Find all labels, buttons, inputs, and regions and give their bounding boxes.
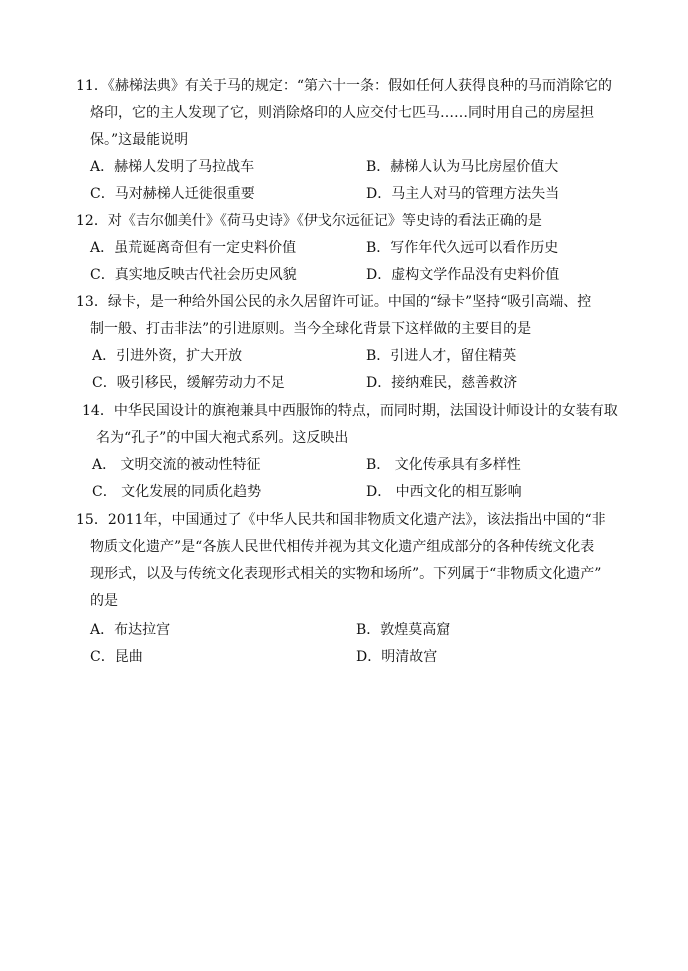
- question-14-option-b: B． 文化传承具有多样性: [366, 457, 521, 473]
- question-12-option-a: A．虽荒诞离奇但有一定史料价值: [90, 240, 297, 256]
- question-15-option-d: D．明清故宫: [356, 649, 438, 665]
- question-15-stem-line-2: 物质文化遗产”是“各族人民世代相传并视为其文化遗产组成部分的各种传统文化表: [90, 539, 595, 555]
- question-14-option-a: A． 文明交流的被动性特征: [92, 457, 261, 473]
- question-14-option-c: C． 文化发展的同质化趋势: [92, 484, 262, 500]
- question-15-stem-line-1: 15．2011年，中国通过了《中华人民共和国非物质文化遗产法》，该法指出中国的“非: [76, 512, 606, 528]
- question-11-option-b: B．赫梯人认为马比房屋价值大: [366, 159, 559, 175]
- question-14-option-d: D． 中西文化的相互影响: [366, 484, 522, 500]
- question-13-option-a: A．引进外资，扩大开放: [92, 348, 243, 364]
- question-15-option-c: C．昆曲: [90, 649, 143, 665]
- question-11-stem-line-2: 烙印，它的主人发现了它，则消除烙印的人应交付七匹马……同时用自己的房屋担: [90, 105, 594, 121]
- question-11-option-c: C．马对赫梯人迁徙很重要: [90, 186, 255, 202]
- question-15-stem-line-4: 的是: [90, 593, 118, 609]
- question-12-option-c: C．真实地反映古代社会历史风貌: [90, 267, 297, 283]
- question-12-option-d: D．虚构文学作品没有史料价值: [366, 267, 560, 283]
- question-11-option-d: D．马主人对马的管理方法失当: [366, 186, 560, 202]
- question-12-option-b: B．写作年代久远可以看作历史: [366, 240, 559, 256]
- question-11-stem-line-3: 保。”这最能说明: [90, 132, 189, 148]
- question-15-stem-line-3: 现形式，以及与传统文化表现形式相关的实物和场所”。下列属于“非物质文化遗产”: [90, 566, 602, 582]
- question-12-stem-line-1: 12．对《吉尔伽美什》《荷马史诗》《伊戈尔远征记》等史诗的看法正确的是: [76, 213, 542, 229]
- question-14-stem-line-1: 14．中华民国设计的旗袍兼具中西服饰的特点，而同时期，法国设计师设计的女装有取: [82, 403, 618, 419]
- question-13-option-d: D．接纳难民，慈善救济: [366, 375, 518, 391]
- question-15-option-a: A．布达拉宫: [90, 622, 171, 638]
- question-13-option-c: C．吸引移民，缓解劳动力不足: [92, 375, 285, 391]
- question-13-stem-line-2: 制一般、打击非法”的引进原则。当今全球化背景下这样做的主要目的是: [90, 321, 532, 337]
- question-13-stem-line-1: 13．绿卡，是一种给外国公民的永久居留许可证。中国的“绿卡”坚持“吸引高端、控: [76, 294, 592, 310]
- question-13-option-b: B．引进人才，留住精英: [366, 348, 517, 364]
- question-15-option-b: B．敦煌莫高窟: [356, 622, 451, 638]
- question-14-stem-line-2: 名为“孔子”的中国大袍式系列。这反映出: [96, 430, 349, 446]
- question-11-stem-line-1: 11．《赫梯法典》有关于马的规定：“第六十一条：假如任何人获得良种的马而消除它的: [76, 78, 612, 94]
- question-11-option-a: A．赫梯人发明了马拉战车: [90, 159, 255, 175]
